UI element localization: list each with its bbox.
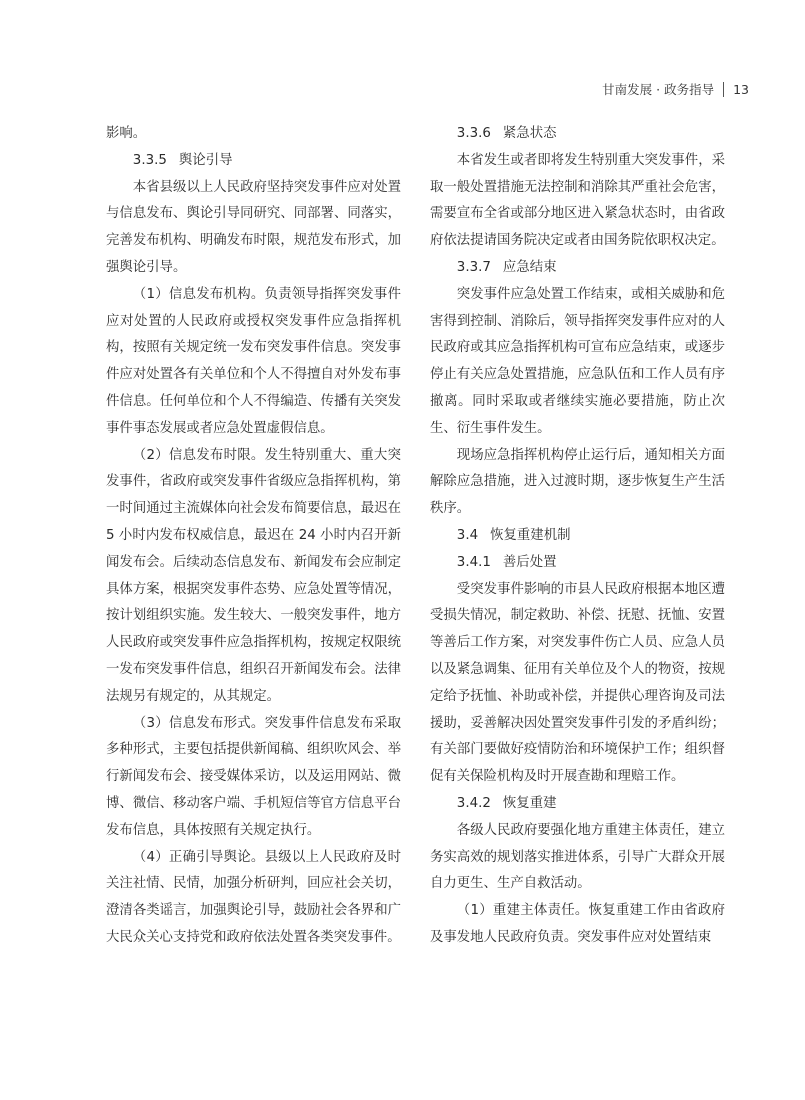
section-title: 恢复重建机制 xyxy=(490,527,571,543)
left-paragraph: 本省县级以上人民政府坚持突发事件应对处置与信息发布、舆论引导同研究、同部署、同落实，完善发布机构、明确发布时限，规范发布形式，加强舆论引导。 xyxy=(106,179,401,275)
section-title: 善后处置 xyxy=(502,554,557,570)
section-number: 3.3.7 xyxy=(456,259,491,275)
left-paragraph: （2）信息发布时限。发生特别重大、重大突发事件，省政府或突发事件省级应急指挥机构，第一时间通过主流媒体向社会发布简要信息，最迟在 5 小时内发布权威信息，最迟在 24 小时内召开新闻发布会。后续动态信息发布、新闻发布会应制定具体方案，根据突发事件态势、应急处置等情况，按计划组织实施。发生较大、一般突发事件，地方人民政府或突发事件应急指挥机构，按规定权限统一发布突发事件信息，组织召开新闻发布会。法律法规另有规定的，从其规定。 xyxy=(106,447,401,704)
section-number: 3.4.2 xyxy=(456,795,491,811)
right-column xyxy=(430,121,725,952)
section-number: 3.4 xyxy=(456,527,479,543)
right-section-heading xyxy=(430,791,725,818)
right-paragraph: 突发事件应急处置工作结束，或相关威胁和危害得到控制、消除后，领导指挥突发事件应对的人民政府或其应急指挥机构可宣布应急结束，或逐步停止有关应急处置措施，应急队伍和工作人员有序撤离。同时采取或者继续实施必要措施，防止次生、衍生事件发生。 xyxy=(430,286,725,436)
right-paragraph: 各级人民政府要强化地方重建主体责任，建立务实高效的规划落实推进体系，引导广大群众开展自力更生、生产自救活动。 xyxy=(430,822,725,892)
section-number: 3.3.6 xyxy=(456,126,491,141)
right-paragraph: 现场应急指挥机构停止运行后，通知相关方面解除应急措施，进入过渡时期，逐步恢复生产生活秩序。 xyxy=(430,447,725,517)
right-section-heading xyxy=(430,523,725,550)
left-paragraph: （1）信息发布机构。负责领导指挥突发事件应对处置的人民政府或授权突发事件应急指挥机构，按照有关规定统一发布突发事件信息。突发事件应对处置各有关单位和个人不得擅自对外发布事件信息。任何单位和个人不得编造、传播有关突发事件事态发展或者应急处置虚假信息。 xyxy=(106,286,401,436)
section-title: 紧急状态 xyxy=(502,126,557,141)
page-number: 13 xyxy=(733,81,749,97)
left-section-heading xyxy=(106,148,401,175)
right-section-heading xyxy=(430,550,725,577)
left-paragraph: （4）正确引导舆论。县级以上人民政府及时关注社情、民情，加强分析研判，回应社会关切，澄清各类谣言，加强舆论引导，鼓励社会各界和广大民众关心支持党和政府依法处置各类突发事件。 xyxy=(106,849,401,945)
journal-title: 甘南发展 · 政务指导 xyxy=(602,82,715,97)
header-divider xyxy=(723,82,724,97)
section-title: 恢复重建 xyxy=(502,795,557,811)
section-title: 舆论引导 xyxy=(178,152,233,168)
running-header xyxy=(602,80,749,98)
left-column xyxy=(106,121,401,952)
right-paragraph: （1）重建主体责任。恢复重建工作由省政府及事发地人民政府负责。突发事件应对处置结束 xyxy=(430,903,725,945)
right-paragraph: 受突发事件影响的市县人民政府根据本地区遭受损失情况，制定救助、补偿、抚慰、抚恤、安置等善后工作方案，对突发事件伤亡人员、应急人员以及紧急调集、征用有关单位及个人的物资，按规定给予抚恤、补助或补偿，并提供心理咨询及司法援助，妥善解决因处置突发事件引发的矛盾纠纷；有关部门要做好疫情防治和环境保护工作；组织督促有关保险机构及时开展查勘和理赔工作。 xyxy=(430,581,725,785)
section-number: 3.3.5 xyxy=(132,152,167,168)
section-number: 3.4.1 xyxy=(456,554,491,570)
right-section-heading xyxy=(430,255,725,282)
left-paragraph: 影响。 xyxy=(106,126,147,141)
right-paragraph: 本省发生或者即将发生特别重大突发事件，采取一般处置措施无法控制和消除其严重社会危害，需要宣布全省或部分地区进入紧急状态时，由省政府依法提请国务院决定或者由国务院依职权决定。 xyxy=(430,152,725,249)
left-paragraph: （3）信息发布形式。突发事件信息发布采取多种形式，主要包括提供新闻稿、组织吹风会、举行新闻发布会、接受媒体采访，以及运用网站、微博、微信、移动客户端、手机短信等官方信息平台发布信息，具体按照有关规定执行。 xyxy=(106,715,401,838)
section-title: 应急结束 xyxy=(502,259,557,275)
right-section-heading xyxy=(430,121,725,148)
